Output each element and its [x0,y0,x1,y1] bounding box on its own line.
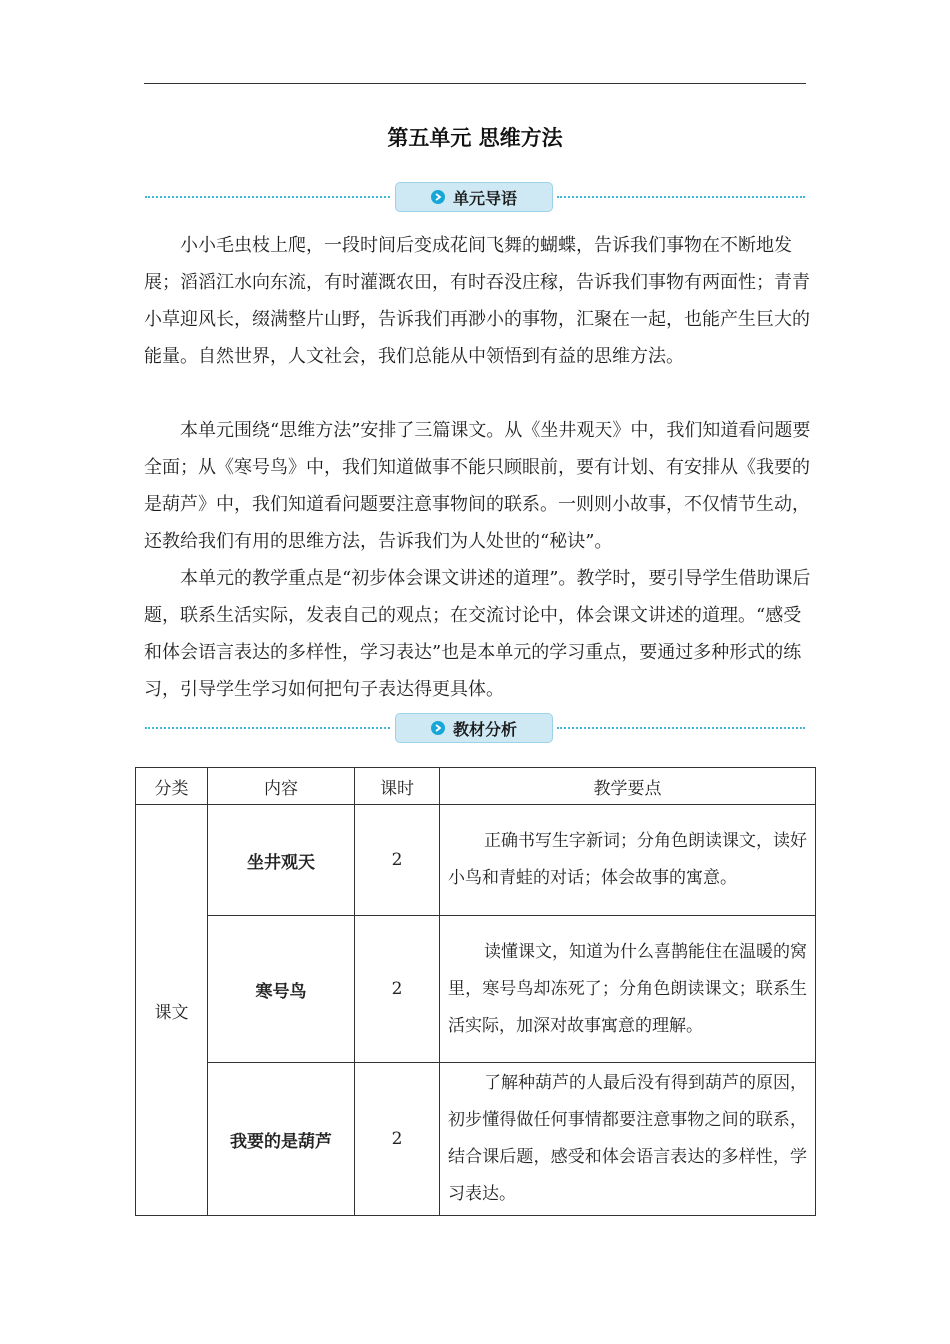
table-row [136,1063,816,1216]
dotted-divider-left [145,727,390,729]
section-badge-analysis [395,713,553,743]
section-badge-intro [395,182,553,212]
section-label-intro: 单元导语 [452,188,517,208]
lesson-name: 我要的是葫芦 [208,1063,355,1216]
lesson-hours: 2 [355,916,440,1063]
lesson-hours: 2 [355,805,440,916]
lesson-points: 正确书写生字新词；分角色朗读课文，读好小鸟和青蛙的对话；体会故事的寓意。 [440,805,816,916]
column-header-category: 分类 [136,768,208,805]
table-row [136,916,816,1063]
section-label-analysis: 教材分析 [452,719,517,739]
intro-paragraph-1: 小小毛虫枝上爬，一段时间后变成花间飞舞的蝴蝶，告诉我们事物在不断地发展；滔滔江水向东流，有时灌溉农田，有时吞没庄稼，告诉我们事物有两面性；青青小草迎风长，缀满整片山野，告诉我们再渺小的事物，汇聚在一起，也能产生巨大的能量。自然世界，人文社会，我们总能从中领悟到有益的思维方法。 [144,235,810,367]
dotted-divider-left [145,196,390,198]
dotted-divider-right [557,196,805,198]
arrow-right-icon [431,721,445,735]
column-header-points: 教学要点 [440,768,816,805]
lesson-name: 寒号鸟 [208,916,355,1063]
intro-paragraph-3: 本单元的教学重点是“初步体会课文讲述的道理”。教学时，要引导学生借助课后题，联系生活实际，发表自己的观点；在交流讨论中，体会课文讲述的道理。“感受和体会语言表达的多样性，学习表达”也是本单元的学习重点，要通过多种形式的练习，引导学生学习如何把句子表达得更具体。 [144,568,811,700]
dotted-divider-right [557,727,805,729]
header-rule [144,83,806,84]
column-header-content: 内容 [208,768,355,805]
lesson-name: 坐井观天 [208,805,355,916]
lesson-points: 了解种葫芦的人最后没有得到葫芦的原因，初步懂得做任何事情都要注意事物之间的联系，结合课后题，感受和体会语言表达的多样性，学习表达。 [440,1063,816,1216]
lesson-points: 读懂课文，知道为什么喜鹊能住在温暖的窝里，寒号鸟却冻死了；分角色朗读课文；联系生活实际，加深对故事寓意的理解。 [440,916,816,1063]
page-title: 第五单元 思维方法 [387,126,563,150]
column-header-hours: 课时 [355,768,440,805]
lesson-hours: 2 [355,1063,440,1216]
analysis-table [135,767,816,1216]
table-header-row [136,768,816,805]
category-cell: 课文 [136,805,208,1216]
arrow-right-icon [431,190,445,204]
section-header-analysis [145,713,805,743]
section-header-intro [145,182,805,212]
table-row [136,805,816,916]
intro-paragraph-2: 本单元围绕“思维方法”安排了三篇课文。从《坐井观天》中，我们知道看问题要全面；从《寒号鸟》中，我们知道做事不能只顾眼前，要有计划、有安排从《我要的是葫芦》中，我们知道看问题要注意事物间的联系。一则则小故事，不仅情节生动，还教给我们有用的思维方法，告诉我们为人处世的“秘诀”。 [144,420,811,552]
